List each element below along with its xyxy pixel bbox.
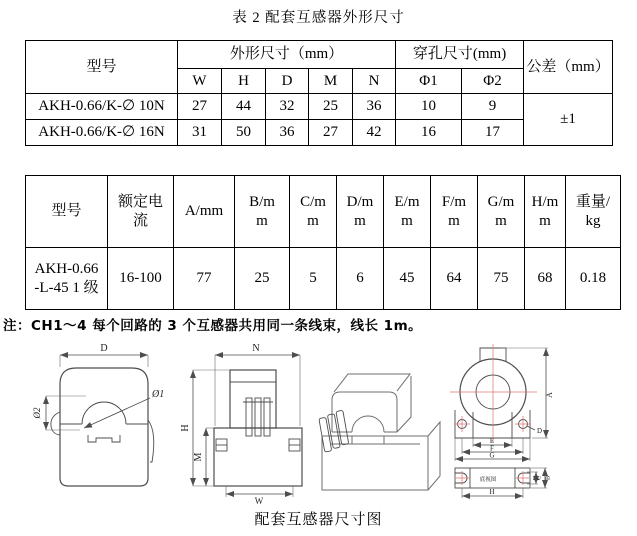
value-cell: 44 (222, 94, 266, 120)
header-phi1: Φ1 (396, 69, 462, 94)
front-view-drawing (32, 343, 164, 486)
value-cell: 31 (178, 120, 222, 146)
value-cell: 77 (174, 248, 235, 310)
wiring-note: 注：CH1～4 每个回路的 3 个互感器共用同一条线束，线长 1m。 (3, 318, 423, 334)
bottom-view-drawing (455, 468, 552, 498)
value-cell: 36 (266, 120, 309, 146)
header-model: 型号 (26, 41, 178, 94)
side-view-drawing (180, 343, 302, 506)
detail-dimensions-table (25, 175, 621, 310)
dim-label-a: A (545, 392, 554, 398)
header-e: E/mm (384, 176, 431, 248)
rear-view-drawing (450, 344, 554, 461)
value-cell: 16-100 (108, 248, 174, 310)
header-g: G/mm (478, 176, 525, 248)
dim-label-n: N (252, 343, 260, 354)
header-tolerance: 公差（mm） (524, 41, 613, 94)
value-cell: 0.18 (566, 248, 621, 310)
outline-dimensions-table (25, 40, 613, 146)
value-cell: 25 (235, 248, 290, 310)
value-cell: 27 (309, 120, 353, 146)
header-h: H/mm (525, 176, 566, 248)
dim-label-hole-d: D (537, 427, 543, 435)
dim-label-phi1: Ø1 (152, 389, 165, 400)
dim-label-g: G (489, 451, 495, 460)
dim-label-w: W (254, 496, 264, 506)
header-m: M (309, 69, 353, 94)
header-model: 型号 (26, 176, 108, 248)
dim-label-c: C (535, 475, 543, 481)
header-c: C/mm (290, 176, 337, 248)
header-f: F/mm (431, 176, 478, 248)
dim-label-e: E (489, 437, 495, 445)
dim-label-h: H (180, 424, 191, 432)
model-cell: AKH-0.66/K-∅ 10N (26, 94, 178, 120)
header-b: B/mm (235, 176, 290, 248)
dim-label-d: D (100, 343, 108, 354)
header-hole-group: 穿孔尺寸(mm) (396, 41, 524, 69)
header-d: D/mm (337, 176, 384, 248)
bottom-view-label: 底视图 (479, 477, 497, 483)
header-n: N (353, 69, 396, 94)
header-d: D (266, 69, 309, 94)
model-cell: AKH-0.66/K-∅ 16N (26, 120, 178, 146)
value-cell: 6 (337, 248, 384, 310)
value-cell: 17 (462, 120, 524, 146)
header-h: H (222, 69, 266, 94)
value-cell: 75 (478, 248, 525, 310)
value-cell: 50 (222, 120, 266, 146)
value-cell: 25 (309, 94, 353, 120)
value-cell: 36 (353, 94, 396, 120)
transformer-3d-view (318, 374, 440, 490)
dim-label-m: M (193, 452, 204, 462)
transformer-dimension-drawings (0, 340, 637, 510)
header-a: A/mm (174, 176, 235, 248)
header-outline-group: 外形尺寸（mm） (178, 41, 396, 69)
value-cell: 45 (384, 248, 431, 310)
value-cell: 64 (431, 248, 478, 310)
tolerance-value-cell: ±1 (524, 94, 613, 146)
dim-label-phi2: Ø2 (32, 407, 42, 419)
page-title: 表 2 配套互感器外形尺寸 (232, 10, 405, 26)
dim-label-h2: H (489, 488, 495, 496)
model-line-2: -L-45 1 级 (34, 279, 99, 296)
table-row (26, 94, 613, 120)
figure-caption: 配套互感器尺寸图 (254, 512, 383, 528)
table-row (26, 248, 621, 310)
dim-label-b: B (544, 475, 552, 481)
value-cell: 42 (353, 120, 396, 146)
model-line-1: AKH-0.66 (34, 260, 99, 277)
header-w: W (178, 69, 222, 94)
value-cell: 10 (396, 94, 462, 120)
header-weight: 重量/kg (566, 176, 621, 248)
dim-label-f: F (490, 444, 494, 453)
value-cell: 32 (266, 94, 309, 120)
value-cell: 9 (462, 94, 524, 120)
header-phi2: Φ2 (462, 69, 524, 94)
value-cell: 5 (290, 248, 337, 310)
value-cell: 16 (396, 120, 462, 146)
value-cell: 68 (525, 248, 566, 310)
model-cell (26, 248, 108, 310)
header-rated-current: 额定电流 (108, 176, 174, 248)
value-cell: 27 (178, 94, 222, 120)
